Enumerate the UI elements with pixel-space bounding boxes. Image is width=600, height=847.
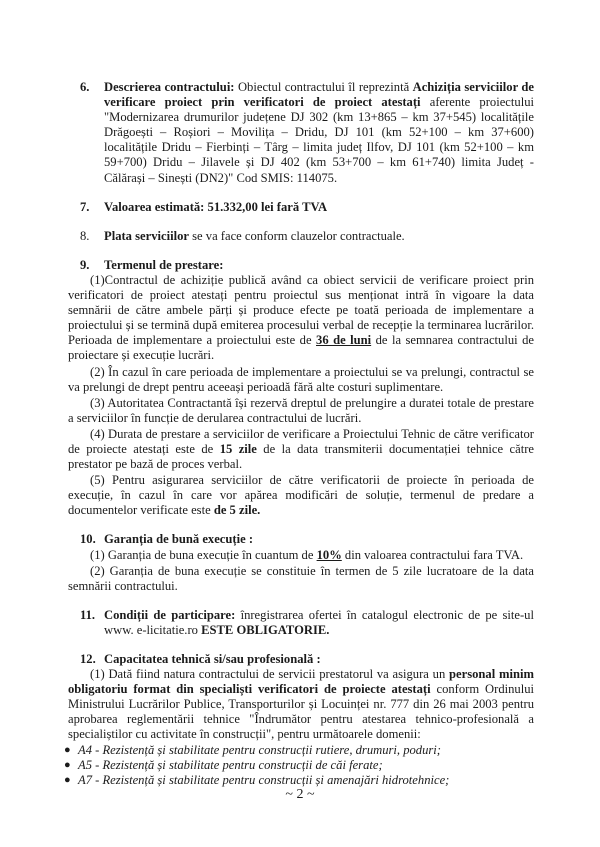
section-8-text: Plata serviciilor se va face conform clauzelor contractuale.: [104, 228, 405, 243]
list-item: ● A4 - Rezistență și stabilitate pentru construcții rutiere, drumuri, poduri;: [64, 742, 441, 757]
section-number: 12.: [80, 652, 96, 666]
section-number: 6.: [80, 80, 90, 94]
section-9-paragraph-4: (4) Durata de prestare a serviciilor de verificare a Proiectului Tehnic de către verificator de proiecte atestați este de 15 zile de la data transmiterii documentației tehnice către prestator pe bază de proces verbal.: [68, 426, 534, 472]
section-number: 10.: [80, 532, 96, 547]
list-item: ● A5 - Rezistență și stabilitate pentru construcții de căi ferate;: [64, 757, 383, 772]
list-item: ● A7 - Rezistență și stabilitate pentru construcții și amenajări hidrotehnice;: [64, 772, 450, 787]
bullet-icon: ●: [64, 758, 71, 771]
section-number: 11.: [80, 607, 96, 622]
section-10-paragraph-2: (2) Garanția de buna execuție se constituie în termen de 5 zile lucratoare de la data semnării contractului.: [68, 563, 534, 593]
section-7-title: Valoarea estimată: 51.332,00 lei fară TVA: [104, 199, 328, 214]
section-9-paragraph-5: (5) Pentru asigurarea serviciilor de către verificatorii de proiecte în perioada de execuție, în cazul în care vor apărea modificări de soluție, termenul de predare a documentelor verificate este de 5 zile.: [68, 473, 534, 518]
section-9: [66, 258, 534, 519]
section-12-title: Capacitatea tehnică si/sau profesională :: [104, 652, 321, 666]
section-10: [66, 532, 534, 593]
section-6-text: Descrierea contractului: Obiectul contractului îl reprezintă Achiziția serviciilor de verificare proiect prin verificatori de proiect atestați aferente proiectului "Modernizarea drumurilor județene DJ 302 (km 13+865 – km 37+545) localitățile Drăgoești – Roșiori – Movilița – Dridu, DJ 101 (km 52+100 – km 37+600) localitățile Dridu – Fierbinți – Târg – limita județ Ilfov, DJ 101 (km 52+100 – km 59+700) Dridu – Jilavele și DJ 402 (km 53+700 – km 61+740) limita Județ - Călărași – Sinești (DN2)" Cod SMIS: 114075.: [104, 80, 534, 185]
section-10-paragraph-1: (1) Garanția de buna execuție în cuantum de 10% din valoarea contractului fara TVA.: [90, 547, 524, 562]
section-7: [66, 200, 534, 215]
section-11-text: Condiții de participare: înregistrarea ofertei în catalogul electronic de pe site-ul www. e-licitatie.ro ESTE OBLIGATORIE.: [104, 607, 534, 637]
section-9-paragraph-2: (2) În cazul în care perioada de implementare a proiectului se va prelungi, contractul se va prelungi de drept pentru aceeași perioadă fără alte costuri suplimentare.: [68, 364, 534, 394]
section-8: [66, 229, 534, 244]
section-9-paragraph-3: (3) Autoritatea Contractantă își rezervă dreptul de prelungire a duratei totale de prestare a serviciilor în funcție de derularea contractului de lucrări.: [68, 395, 534, 425]
section-9-title: Termenul de prestare:: [104, 257, 224, 272]
page-number: ~ 2 ~: [285, 787, 315, 802]
section-number: 7.: [80, 199, 90, 214]
section-number: 8.: [80, 228, 90, 243]
section-number: 9.: [80, 257, 90, 272]
section-11: [66, 608, 534, 638]
section-12: [66, 652, 534, 788]
section-10-title: Garanția de bună execuție :: [104, 532, 254, 547]
section-12-paragraph-1: (1) Dată fiind natura contractului de servicii prestatorul va asigura un personal minim obligatoriu format din specialiști verificatori de proiecte atestați conform Ordinului Ministrului Lucrărilor Publice, Transporturilor și Locuinței nr. 777 din 26 mai 2003 pentru aprobarea reglementării tehnice "Îndrumător pentru atestarea tehnico-profesională a specialiștilor cu activitate în construcții", pentru următoarele domenii:: [68, 667, 534, 742]
domain-list: [64, 743, 534, 788]
section-9-paragraph-1: (1)Contractul de achiziție publică având ca obiect servicii de verificare proiect prin verificatori de proiect atestați pentru proiectul sus menționat intră în vigoare la data semnării de către ambele părți și produce efecte pe toată perioada de implementare a proiectului și se termină după emiterea procesului verbal de recepție la terminarea lucrărilor. Perioada de implementare a proiectului este de 36 de luni de la semnarea contractului de proiectare și execuție lucrări.: [68, 272, 534, 363]
section-6: [66, 80, 534, 186]
document-body: [66, 80, 534, 788]
bullet-icon: ●: [64, 773, 71, 786]
bullet-icon: ●: [64, 743, 71, 756]
